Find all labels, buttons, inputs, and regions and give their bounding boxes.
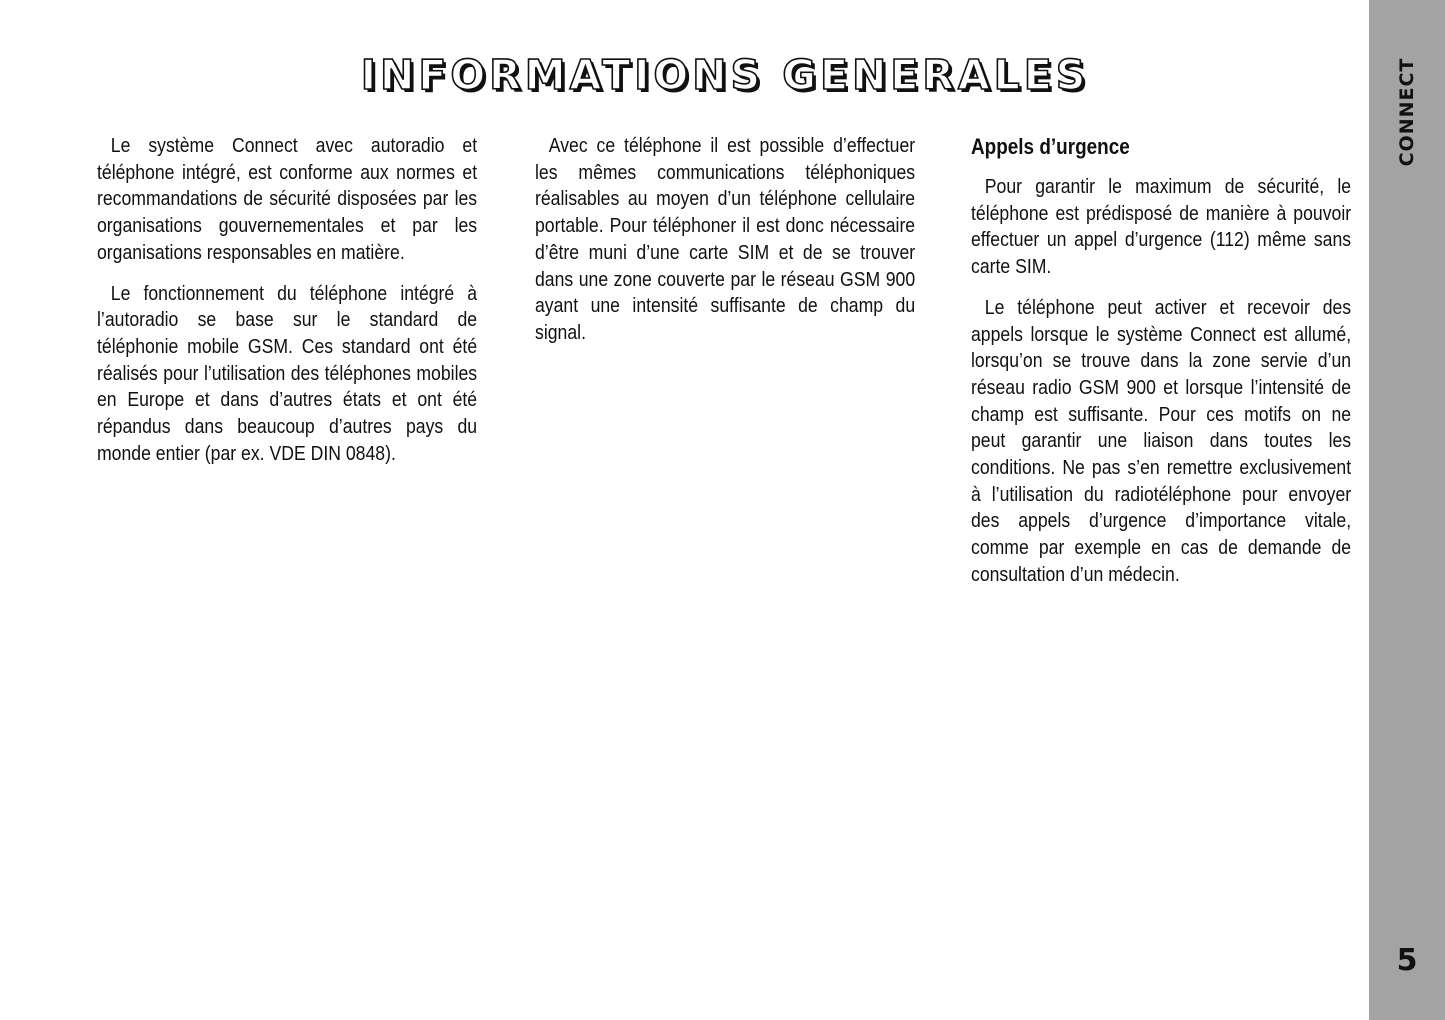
text-column-1: [97, 133, 477, 481]
paragraph-phone-usage: Avec ce téléphone il est possible d’effectuer les mêmes communications téléphoniques réalisables au moyen d’un téléphone cellulaire portable. Pour téléphoner il est donc nécessaire d’être muni d’une carte SIM et de se trouver dans une zone couverte par le réseau GSM 900 ayant une intensité suffisante de champ du signal.: [535, 134, 916, 344]
text-column-3: [971, 133, 1351, 603]
paragraph-emergency-112: Pour garantir le maximum de sécurité, le téléphone est prédisposé de manière à pouvoir effectuer un appel d’urgence (112) même sans carte SIM.: [971, 175, 1352, 279]
page-number: 5: [1396, 943, 1418, 978]
paragraph-emergency-conditions: Le téléphone peut activer et recevoir des appels lorsque le système Connect est allumé, lorsqu’on se trouve dans la zone servie d’un réseau radio GSM 900 et lorsque l’intensité de champ est suffisante. Pour ces motifs on ne peut garantir une liaison dans toutes les conditions. Ne pas s’en remettre exclusivement à l’utilisation du radiotéléphone pour envoyer des appels d’urgence d’importance vitale, comme par exemple en cas de demande de consultation d’un médecin.: [971, 295, 1352, 586]
page-title: INFORMATIONS GENERALES: [360, 51, 1090, 99]
section-tab-label: CONNECT: [1396, 57, 1418, 167]
text-column-2: [535, 133, 915, 361]
section-tab-sidebar: [1369, 0, 1445, 1020]
paragraph-gsm-standard: Le fonctionnement du téléphone intégré à l’autoradio se base sur le standard de téléphonie mobile GSM. Ces standard ont été réalisés pour l’utilisation des téléphones mobiles en Europe et dans d’autres états et ont été répandus dans beaucoup d’autres pays du monde entier (par ex. VDE DIN 0848).: [97, 281, 478, 465]
paragraph-compliance: Le système Connect avec autoradio et téléphone intégré, est conforme aux normes et recommandations de sécurité disposées par les organisations gouvernementales et par les organisations responsables en matière.: [97, 134, 478, 264]
section-heading-emergency-calls: Appels d’urgence: [971, 134, 1130, 159]
